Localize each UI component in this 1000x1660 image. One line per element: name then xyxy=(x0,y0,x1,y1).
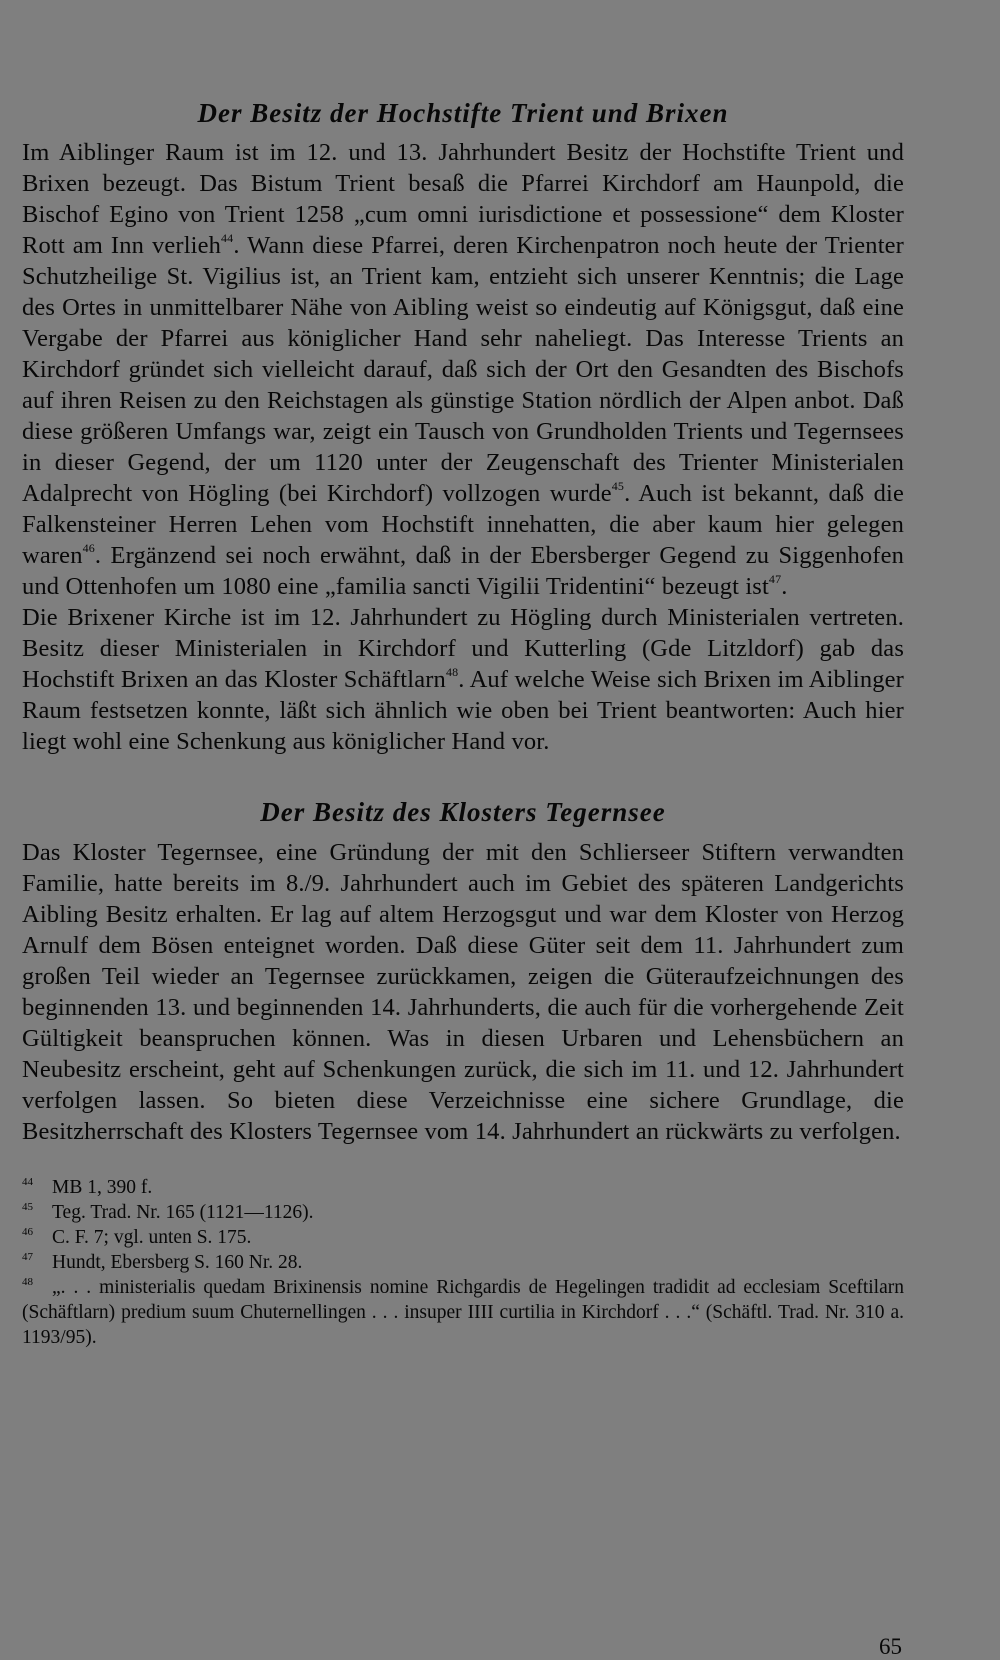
footnote-ref-44[interactable]: 44 xyxy=(221,231,234,245)
page-number: 65 xyxy=(879,1634,902,1659)
footnote-ref-46[interactable]: 46 xyxy=(82,541,95,555)
footnote-ref-45[interactable]: 45 xyxy=(611,479,625,493)
text-run: . Wann diese Pfarrei, deren Kirchenpatron noch heute der Trienter Schutzheilige St. Vigilius ist, an Trient kam, entzieht sich unserer Kenntnis; die Lage des Ortes in unmittelbarer Nähe von Aibling weist so eindeutig auf Königsgut, daß eine Vergabe der Pfarrei aus königlicher Hand sehr naheliegt. Das Interesse Trients an Kirchdorf gründet sich vielleicht darauf, daß sich der Ort den Gesandten des Bischofs auf ihren Reisen zu den Reichstagen als günstige Station nördlich der Alpen anbot. Daß diese größeren Umfangs war, zeigt ein Tausch von Grundholden Trients und Tegernsees in dieser Gegend, der um 1120 unter der Zeugenschaft des Trienter Ministerialen Adalprecht von Högling (bei Kirchdorf) vollzogen wurde xyxy=(22,232,904,507)
paragraph-brixen xyxy=(22,602,904,757)
footnote-44: 44 MB 1, 390 f. xyxy=(22,1176,153,1198)
footnote-ref-48[interactable]: 48 xyxy=(445,665,459,679)
page-content xyxy=(22,96,904,1350)
footnote-45: 45 Teg. Trad. Nr. 165 (1121—1126). xyxy=(22,1201,314,1223)
footnote-text: C. F. 7; vgl. unten S. 175. xyxy=(52,1227,252,1248)
text-run: . xyxy=(781,573,788,600)
text-run: . Auf welche Weise sich Brixen im Aiblinger Raum festsetzen konnte, läßt sich ähnlich wie oben bei Trient beantworten: Auch hier liegt wohl eine Schenkung aus königlicher Hand vor. xyxy=(22,666,904,755)
text-run: . Auch ist bekannt, daß die Falkensteiner Herren Lehen vom Hochstift innehatten, die aber kaum hier gelegen waren xyxy=(22,480,904,569)
section-heading-trient-brixen: Der Besitz der Hochstifte Trient und Brixen xyxy=(197,98,729,128)
footnote-text: Teg. Trad. Nr. 165 (1121—1126). xyxy=(52,1202,314,1223)
text-run: . Ergänzend sei noch erwähnt, daß in der Ebersberger Gegend zu Siggenhofen und Ottenhofen um 1080 eine „familia sancti Vigilii Tridentini“ bezeugt ist xyxy=(22,542,904,600)
paragraph-trient xyxy=(22,137,904,602)
footnote-text: MB 1, 390 f. xyxy=(52,1177,153,1198)
section-heading-tegernsee: Der Besitz des Klosters Tegernsee xyxy=(260,797,666,827)
footnote-48: 48 „. . . ministerialis quedam Brixinensis nomine Richgardis de Hegelingen tradidit ad ecclesiam Sceftilarn (Schäftlarn) predium suum Chuternellingen . . . insuper IIII curtilia in Kirchdorf . . .“ (Schäftl. Trad. Nr. 310 a. 1193/95). xyxy=(22,1276,904,1348)
paragraph-tegernsee: Das Kloster Tegernsee, eine Gründung der mit den Schlierseer Stiftern verwandten Familie, hatte bereits im 8./9. Jahrhundert auch im Gebiet des späteren Landgerichts Aibling Besitz erhalten. Er lag auf altem Herzogsgut und war dem Kloster von Herzog Arnulf dem Bösen enteignet worden. Daß diese Güter seit dem 11. Jahrhundert zum großen Teil wieder an Tegernsee zurückkamen, zeigen die Güteraufzeichnungen des beginnenden 13. und beginnenden 14. Jahrhunderts, die auch für die vorhergehende Zeit Gültigkeit beanspruchen können. Was in diesen Urbaren und Lehensbüchern an Neubesitz erscheint, geht auf Schenkungen zurück, die sich im 11. und 12. Jahrhundert verfolgen lassen. So bieten diese Verzeichnisse eine sichere Grundlage, die Besitzherrschaft des Klosters Tegernsee vom 14. Jahrhundert an rückwärts zu verfolgen. xyxy=(22,839,904,1145)
footnote-46: 46 C. F. 7; vgl. unten S. 175. xyxy=(22,1226,252,1248)
text-run: Im Aiblinger Raum ist im 12. und 13. Jahrhundert Besitz der Hochstifte Trient und Brixen bezeugt. Das Bistum Trient besaß die Pfarrei Kirchdorf am Haunpold, die Bischof Egino von Trient 1258 „cum omni iurisdictione et possessione“ dem Kloster Rott am Inn verlieh xyxy=(22,139,904,259)
footnote-47: 47 Hundt, Ebersberg S. 160 Nr. 28. xyxy=(22,1251,303,1273)
footnote-text: Hundt, Ebersberg S. 160 Nr. 28. xyxy=(52,1252,303,1273)
text-run: Die Brixener Kirche ist im 12. Jahrhundert zu Högling durch Ministerialen vertreten. Besitz dieser Ministerialen in Kirchdorf und Kutterling (Gde Litzldorf) gab das Hochstift Brixen an das Kloster Schäftlarn xyxy=(22,604,904,693)
footnote-ref-47[interactable]: 47 xyxy=(768,572,782,586)
footnote-text: „. . . ministerialis quedam Brixinensis nomine Richgardis de Hegelingen tradidit ad ecclesiam Sceftilarn (Schäftlarn) predium suum Chuternellingen . . . insuper IIII curtilia in Kirchdorf . . .“ (Schäftl. Trad. Nr. 310 a. 1193/95). xyxy=(22,1277,904,1348)
footnotes xyxy=(22,1175,904,1350)
